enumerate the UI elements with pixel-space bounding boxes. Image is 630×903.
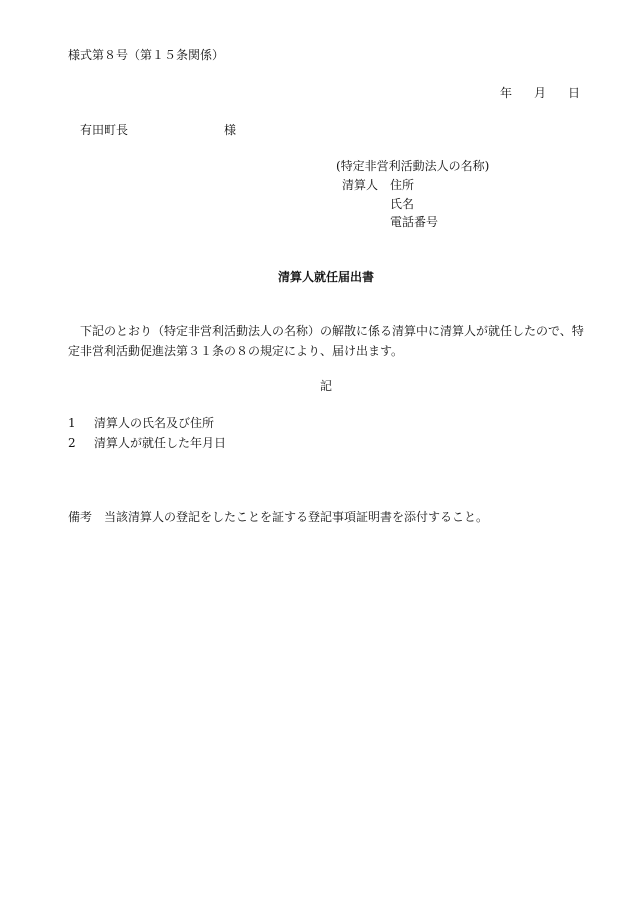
item-text: 清算人が就任した年月日	[94, 436, 227, 450]
date-day-label: 日	[568, 86, 581, 100]
item-number: 1	[68, 416, 76, 430]
list-item	[68, 414, 214, 432]
date-line	[500, 84, 580, 102]
document-title: 清算人就任届出書	[277, 270, 374, 284]
form-number: 様式第８号（第１５条関係）	[68, 48, 225, 62]
remark-text: 当該清算人の登記をしたことを証する登記事項証明書を添付すること。	[104, 510, 489, 524]
addressee-honorific: 様	[224, 123, 237, 137]
ki-heading: 記	[319, 379, 332, 393]
liquidator-label: 清算人	[342, 178, 379, 192]
org-name-placeholder: (特定非営利活動法人の名称)	[336, 159, 490, 173]
body-paragraph: 下記のとおり（特定非営利活動法人の名称）の解散に係る清算中に清算人が就任したので、特定非営利活動促進法第３１条の８の規定により、届け出ます。	[68, 324, 584, 358]
remark-label: 備考	[68, 510, 93, 524]
addressee-name: 有田町長	[80, 123, 129, 137]
phone-label: 電話番号	[390, 215, 439, 229]
date-month-label: 月	[534, 86, 547, 100]
name-label: 氏名	[390, 197, 415, 211]
item-text: 清算人の氏名及び住所	[94, 416, 215, 430]
date-year-label: 年	[500, 86, 513, 100]
remark-line	[68, 508, 488, 526]
item-number: 2	[68, 436, 76, 450]
addressee-line	[80, 121, 237, 139]
address-label: 住所	[390, 178, 415, 192]
list-item	[68, 434, 226, 452]
